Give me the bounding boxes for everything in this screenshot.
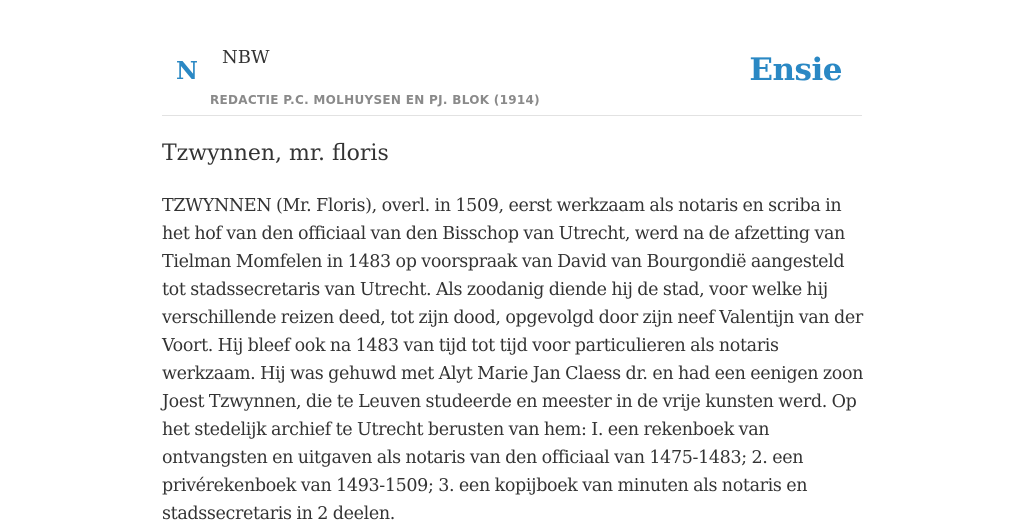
source-editors: REDACTIE P.C. MOLHUYSEN EN PJ. BLOK (1914) [210, 93, 540, 107]
source-name-link[interactable]: NBW [222, 47, 270, 68]
ensie-logo[interactable]: Ensie [749, 52, 842, 88]
page-title: Tzwynnen, mr. floris [162, 141, 389, 166]
source-letter-icon[interactable]: N [176, 56, 198, 85]
article-body: TZWYNNEN (Mr. Floris), overl. in 1509, eerst werkzaam als notaris en scriba in het hof van den officiaal van den Bisschop van Utrecht, werd na de afzetting van Tielman Momfelen in 1483 op voorspraak van David van Bourgondië aangesteld tot stadssecretaris van Utrecht. Als zoodanig diende hij de stad, voor welke hij verschillende reizen deed, tot zijn dood, opgevolgd door zijn neef Valentijn van der Voort. Hij bleef ook na 1483 van tijd tot tijd voor particulieren als notaris werkzaam. Hij was gehuwd met Alyt Marie Jan Claess dr. en had een eenigen zoon Joest Tzwynnen, die te Leuven studeerde en meester in de vrije kunsten werd. Op het stedelijk archief te Utrecht berusten van hem: I. een rekenboek van ontvangsten en uitgaven als notaris van den officiaal van 1475-1483; 2. een privérekenboek van 1493-1509; 3. een kopijboek van minuten als notaris en stadssecretaris in 2 deelen. [162, 196, 864, 524]
source-header [162, 0, 862, 116]
